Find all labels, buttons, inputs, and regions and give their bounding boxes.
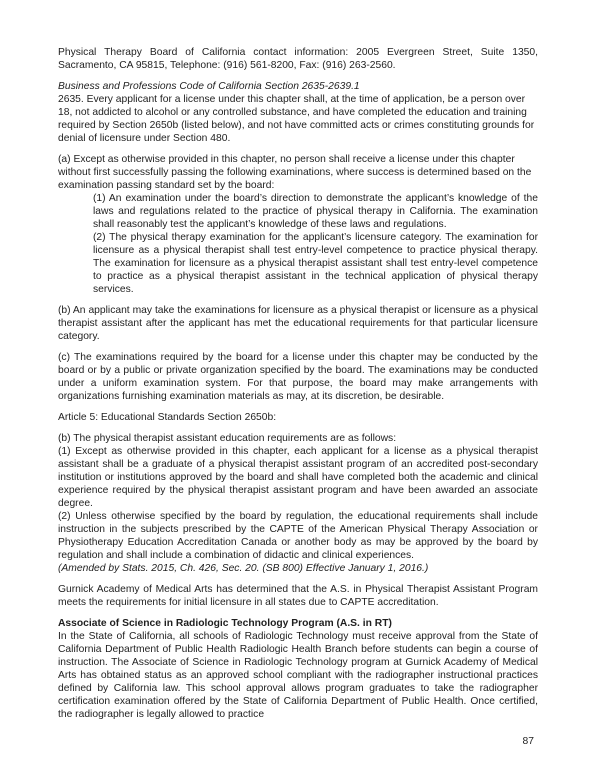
heading-article-5: Article 5: Educational Standards Section 2650b: [58, 412, 277, 423]
paragraph-education-2: (2) Unless otherwise specified by the board by regulation, the educational requirements shall include instruction in the subjects prescribed by the CAPTE of the American Physical Therapy Association or Physiotherapy Education Accreditation Canada or another body as may be approved by the board by regulation and shall include a combination of didactic and clinical experiences. [58, 511, 538, 561]
paragraph-education-1: (1) Except as otherwise provided in this chapter, each applicant for a license as a physical therapist assistant shall be a graduate of a physical therapist assistant program of an accredited post-secondary institution or institutions approved by the board and shall have completed both the academic and clinical experience required by the physical therapist assistant program and have been awarded an associate degree. [58, 446, 538, 509]
paragraph-pt-board-contact: Physical Therapy Board of California contact information: 2005 Evergreen Street, Suite 1350, Sacramento, CA 95815, Telephone: (916) 561-8200, Fax: (916) 263-2560. [58, 47, 538, 71]
page-content [58, 46, 538, 721]
list-item-exam-2: (2) The physical therapy examination for the applicant’s licensure category. The examination for licensure as a physical therapist shall test entry-level competence to practice physical therapy. The examination for licensure as a physical therapist assistant shall test entry-level competence to practice as a physical therapist assistant in the technical application of physical therapy services. [93, 232, 538, 295]
paragraph-subsection-a: (a) Except as otherwise provided in this chapter, no person shall receive a license under this chapter without first successfully passing the following examinations, where success is determined based on the examination passing standard set by the board: [58, 154, 532, 191]
paragraph-subsection-b: (b) An applicant may take the examinations for licensure as a physical therapist or licensure as a physical therapist assistant after the applicant has met the educational requirements for that particular licensure category. [58, 305, 538, 342]
paragraph-subsection-c: (c) The examinations required by the board for a license under this chapter may be conducted by the board or by a public or private organization specified by the board. The examinations may be conducted under a uniform examination system. For that purpose, the board may make arrangements with organizations furnishing examination materials as may, at its discretion, be desirable. [58, 352, 538, 402]
list-item-exam-1: (1) An examination under the board’s direction to demonstrate the applicant’s knowledge of the laws and regulations related to the practice of physical therapy in California. The examination shall reasonably test the applicant’s knowledge of these laws and regulations. [93, 193, 538, 230]
paragraph-radiologic-technology-body: In the State of California, all schools of Radiologic Technology must receive approval from the State of California Department of Public Health Radiologic Health Branch before students can begin a course of instruction. The Associate of Science in Radiologic Technology program at Gurnick Academy of Medical Arts has obtained status as an approved school compliant with the radiographer instructional practices defined by California law. This school approval allows program graduates to take the radiographer certification examination offered by the State of California Department of Public Health. Once certified, the radiographer is legally allowed to practice [58, 631, 538, 720]
paragraph-gurnick-determination: Gurnick Academy of Medical Arts has determined that the A.S. in Physical Therapist Assistant Program meets the requirements for initial licensure in all states due to CAPTE accreditation. [58, 584, 538, 608]
paragraph-amended-note: (Amended by Stats. 2015, Ch. 426, Sec. 20. (SB 800) Effective January 1, 2016.) [58, 563, 429, 574]
heading-business-professions-code: Business and Professions Code of California Section 2635-2639.1 [58, 81, 360, 92]
paragraph-section-2635: 2635. Every applicant for a license under this chapter shall, at the time of application, be a person over 18, not addicted to alcohol or any controlled substance, and have completed the education and training required by Section 2650b (listed below), and not have committed acts or crimes constituting grounds for denial of licensure under Section 480. [58, 94, 535, 144]
paragraph-education-b: (b) The physical therapist assistant education requirements are as follows: [58, 433, 397, 444]
page-number: 87 [522, 736, 534, 747]
heading-radiologic-technology-program: Associate of Science in Radiologic Technology Program (A.S. in RT) [58, 618, 392, 629]
